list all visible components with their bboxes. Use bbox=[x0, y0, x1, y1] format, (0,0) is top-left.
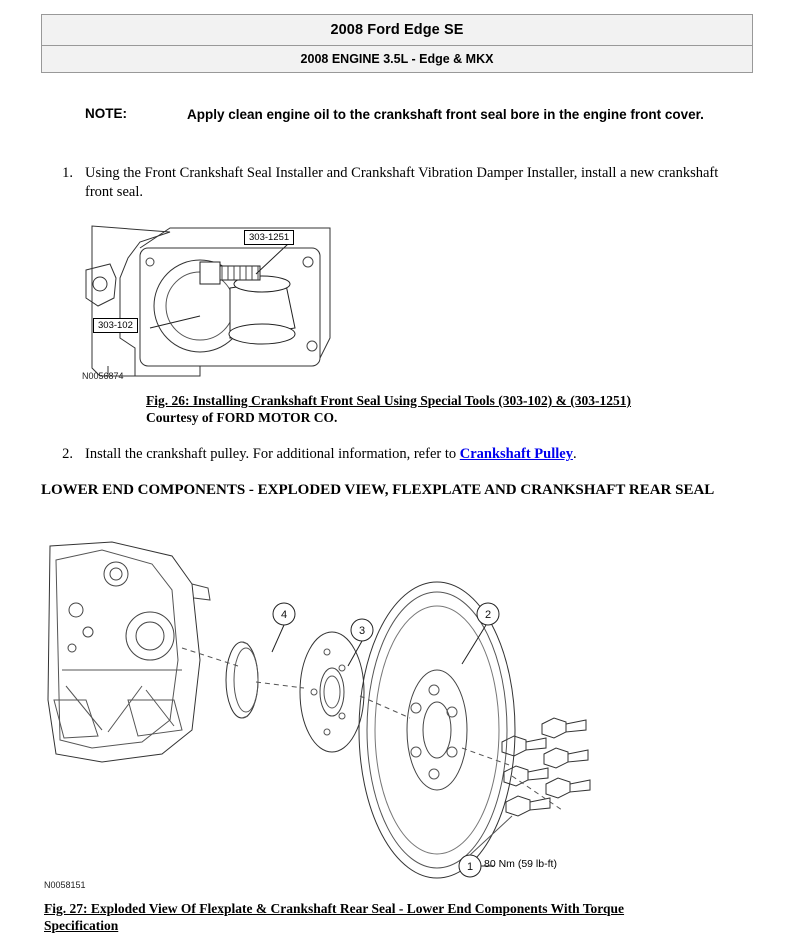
step-2-text-after: . bbox=[572, 446, 577, 462]
figure-27-caption-line2: Specification bbox=[44, 917, 119, 933]
page-title: 2008 Ford Edge SE bbox=[42, 15, 752, 46]
document-header-table bbox=[41, 14, 753, 73]
note-text: Apply clean engine oil to the crankshaft front seal bore in the engine front cover. bbox=[187, 107, 704, 122]
crankshaft-pulley-link[interactable]: Crankshaft Pulley bbox=[459, 446, 573, 462]
figure-26-caption-line1: Fig. 26: Installing Crankshaft Front Seal Using Special Tools (303-102) & (303-1251) bbox=[146, 393, 632, 408]
figure-26-image bbox=[80, 218, 400, 386]
section-heading: LOWER END COMPONENTS - EXPLODED VIEW, FLEXPLATE AND CRANKSHAFT REAR SEAL bbox=[41, 482, 715, 498]
step-2 bbox=[45, 445, 745, 464]
svg-text:1: 1 bbox=[466, 861, 474, 873]
figure-27-caption bbox=[44, 901, 764, 935]
figure-26-image-id: N0056874 bbox=[82, 371, 124, 381]
torque-specification-note: 80 Nm (59 lb-ft) bbox=[484, 858, 557, 870]
page-subtitle: 2008 ENGINE 3.5L - Edge & MKX bbox=[42, 46, 752, 72]
step-2-text bbox=[85, 445, 745, 464]
callout-303-1251: 303-1251 bbox=[244, 230, 294, 245]
svg-text:2: 2 bbox=[484, 609, 492, 621]
svg-text:3: 3 bbox=[358, 625, 366, 637]
step-2-number: 2. bbox=[62, 446, 73, 462]
figure-27-image-id: N0058151 bbox=[44, 880, 86, 890]
figure-26-caption bbox=[146, 393, 746, 427]
svg-text:4: 4 bbox=[280, 609, 288, 621]
figure-27-image bbox=[42, 540, 662, 892]
step-2-text-before: Install the crankshaft pulley. For additional information, refer to bbox=[85, 446, 460, 462]
step-1-number: 1. bbox=[62, 165, 73, 181]
step-1-text: Using the Front Crankshaft Seal Installer and Crankshaft Vibration Damper Installer, install a new crankshaft front seal. bbox=[85, 165, 719, 200]
figure-27-caption-line1: Fig. 27: Exploded View Of Flexplate & Crankshaft Rear Seal - Lower End Components With Torque bbox=[44, 901, 625, 916]
callout-303-102: 303-102 bbox=[93, 318, 138, 333]
note-block bbox=[85, 106, 745, 124]
note-label: NOTE: bbox=[85, 106, 127, 121]
step-1 bbox=[45, 164, 745, 202]
figure-26-caption-line2: Courtesy of FORD MOTOR CO. bbox=[146, 409, 338, 425]
